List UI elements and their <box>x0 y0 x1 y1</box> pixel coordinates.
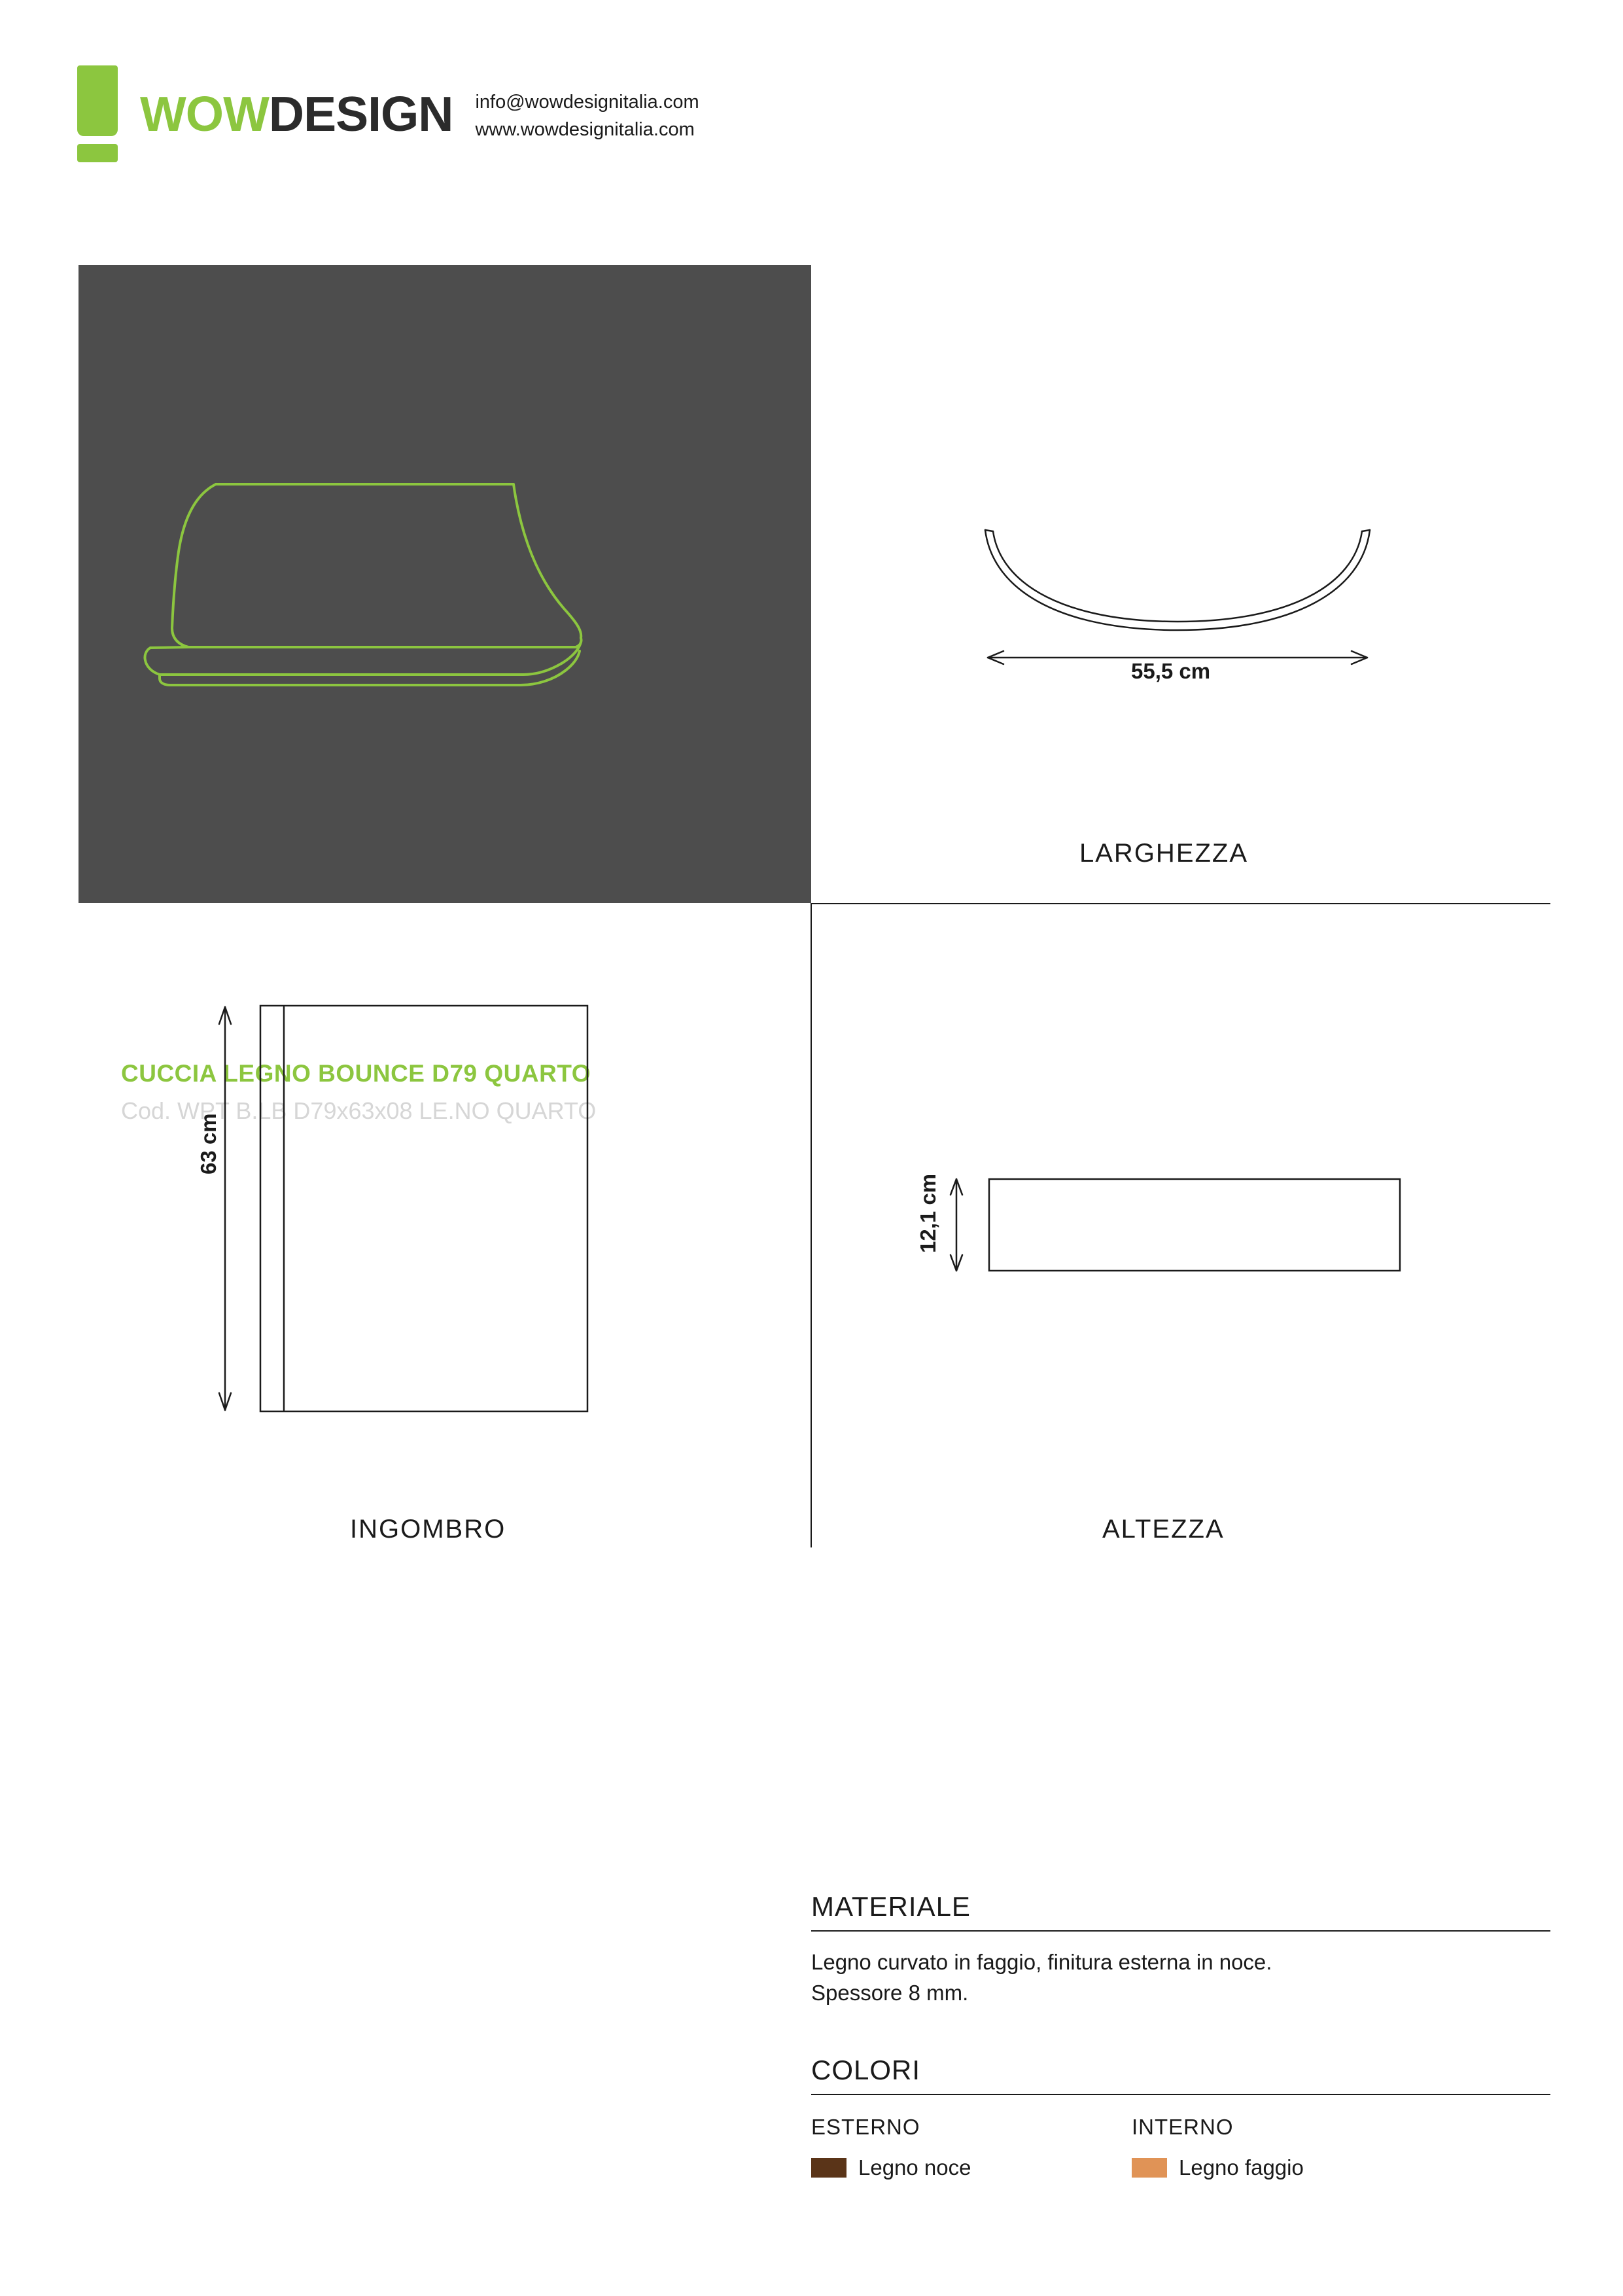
materiale-heading: MATERIALE <box>811 1891 971 1922</box>
brand-wordmark-design: DESIGN <box>268 86 453 141</box>
product-perspective-drawing <box>79 422 811 736</box>
altezza-technical-drawing <box>935 1165 1406 1289</box>
color-column-esterno <box>811 2115 1132 2180</box>
altezza-caption: ALTEZZA <box>1102 1515 1225 1544</box>
esterno-color-name: Legno noce <box>858 2155 971 2180</box>
logo-dot-shape <box>77 144 118 162</box>
divider-vertical <box>811 903 812 1547</box>
contact-block <box>475 84 699 143</box>
colori-section <box>811 2055 1550 2180</box>
exclamation-logo-icon <box>72 65 123 162</box>
divider-horizontal <box>811 903 1550 904</box>
esterno-color-row <box>811 2155 1132 2180</box>
brand-wordmark <box>140 86 453 141</box>
contact-email: info@wowdesignitalia.com <box>475 91 699 113</box>
larghezza-caption: LARGHEZZA <box>1079 839 1249 868</box>
logo-bar-shape <box>77 65 118 136</box>
product-title: CUCCIA LEGNO BOUNCE D79 QUARTO <box>121 1060 591 1087</box>
product-code: Cod. WPT B.LB D79x63x08 LE.NO QUARTO <box>121 1097 597 1124</box>
materiale-line-1: Legno curvato in faggio, finitura esterna in noce. <box>811 1950 1272 1974</box>
colori-heading: COLORI <box>811 2054 921 2085</box>
brand-wordmark-wow: WOW <box>140 86 269 141</box>
larghezza-dimension-label: 55,5 cm <box>1131 659 1211 683</box>
ingombro-dimension-label: 63 cm <box>196 1113 220 1174</box>
interno-color-name: Legno faggio <box>1179 2155 1304 2180</box>
materiale-line-2: Spessore 8 mm. <box>811 1980 969 2005</box>
interno-color-swatch <box>1132 2158 1167 2178</box>
altezza-dimension-label: 12,1 cm <box>916 1173 940 1253</box>
color-columns <box>811 2095 1550 2180</box>
ingombro-technical-drawing <box>216 998 648 1430</box>
esterno-color-swatch <box>811 2158 846 2178</box>
specifications-block <box>811 1891 1550 2180</box>
contact-website: www.wowdesignitalia.com <box>475 119 695 140</box>
interno-title: INTERNO <box>1132 2114 1234 2139</box>
product-image-panel <box>79 265 811 1124</box>
page-header <box>72 65 699 162</box>
ingombro-caption: INGOMBRO <box>350 1515 506 1544</box>
color-column-interno <box>1132 2115 1452 2180</box>
interno-color-row <box>1132 2155 1452 2180</box>
materiale-description <box>811 1932 1550 2009</box>
esterno-title: ESTERNO <box>811 2114 920 2139</box>
